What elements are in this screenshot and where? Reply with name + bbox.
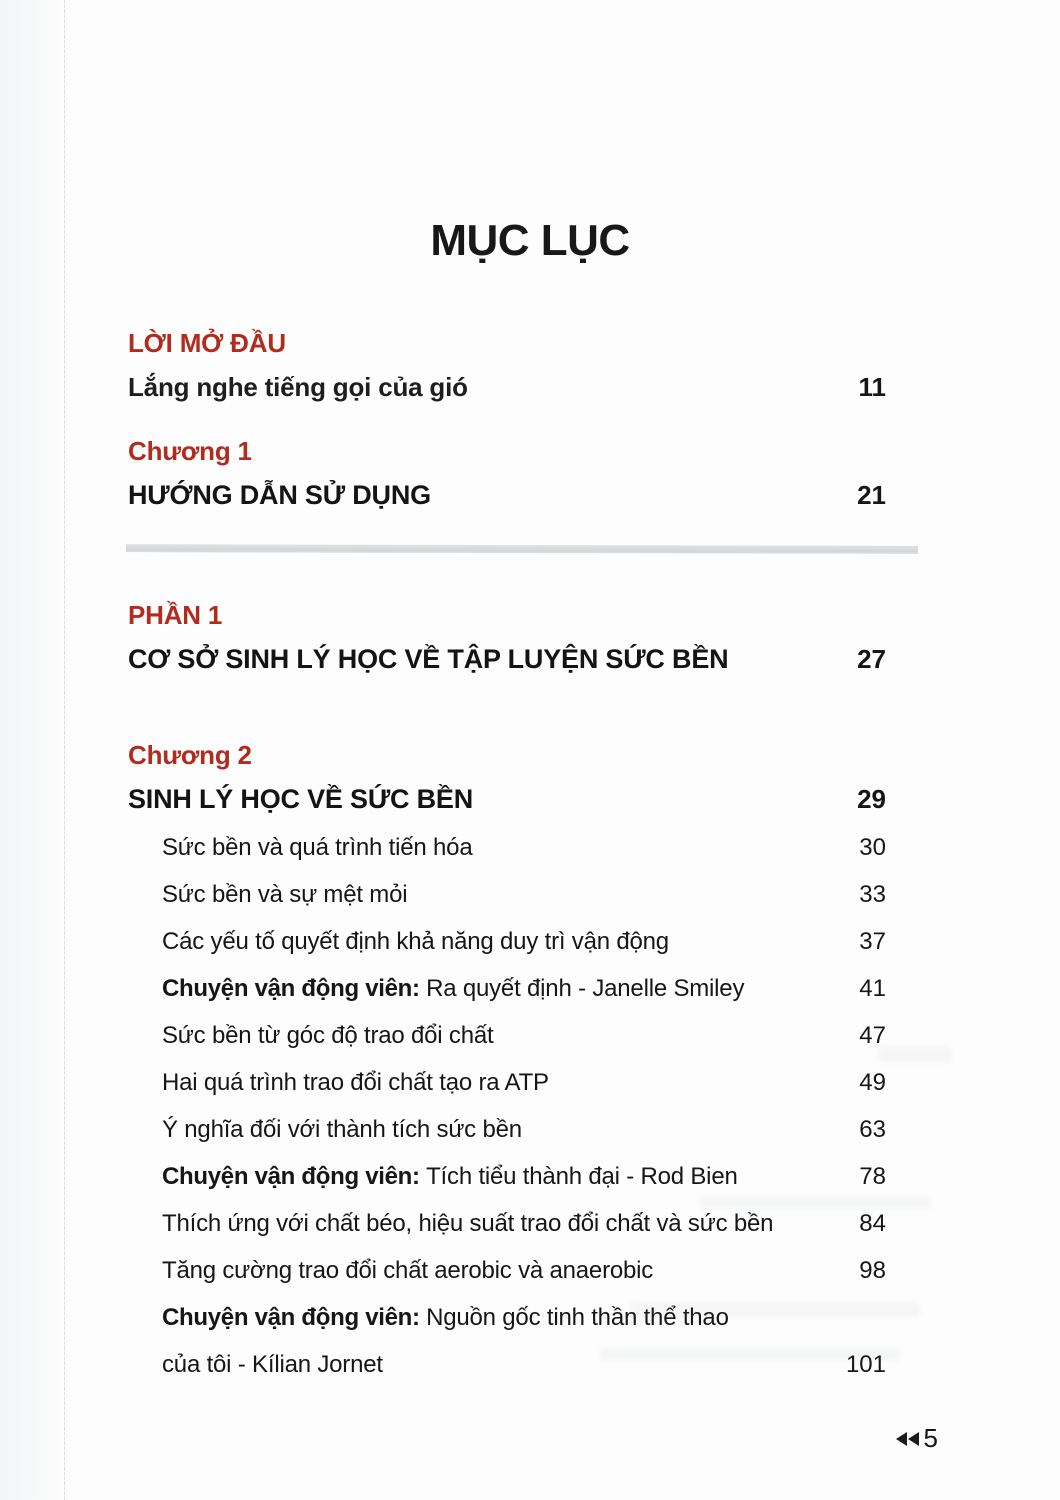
section-chapter1 (128, 435, 886, 511)
toc-entry-title: Chuyện vận động viên: Nguồn gốc tinh thần thể thao (162, 1304, 729, 1331)
page-number: 11 (858, 371, 886, 402)
athlete-story-prefix: Chuyện vận động viên: (162, 1163, 427, 1190)
page-number: 29 (857, 783, 886, 814)
toc-entry-title: Hai quá trình trao đổi chất tạo ra ATP (162, 1069, 549, 1096)
toc-row (128, 372, 886, 403)
section-part1 (128, 599, 886, 675)
page-number: 98 (859, 1257, 886, 1284)
double-left-triangle-icon (896, 1432, 919, 1446)
toc-row (128, 1154, 886, 1201)
toc-entry-title: Thích ứng với chất béo, hiệu suất trao đổi chất và sức bền (162, 1210, 774, 1237)
toc-entry-title: Các yếu tố quyết định khả năng duy trì vận động (162, 928, 669, 955)
book-page-number: 5 (923, 1423, 938, 1453)
page-corner-marker (896, 1423, 938, 1454)
page-number: 101 (845, 1351, 886, 1378)
toc-entry-title: Chuyện vận động viên: Tích tiểu thành đại - Rod Bien (162, 1163, 738, 1190)
foreword-label: LỜI MỞ ĐẦU (128, 328, 286, 358)
toc-entry-title: Tăng cường trao đổi chất aerobic và anaerobic (162, 1257, 654, 1284)
section-chapter2 (128, 739, 886, 1389)
toc-entry-title: Chuyện vận động viên: Ra quyết định - Janelle Smiley (162, 975, 745, 1002)
toc-entry-title: Lắng nghe tiếng gọi của gió (128, 371, 468, 402)
toc-row (128, 1342, 886, 1389)
page-number: 84 (859, 1210, 886, 1237)
toc-entry-title: Ý nghĩa đối với thành tích sức bền (162, 1116, 522, 1143)
toc-row (128, 1201, 886, 1248)
page-number: 27 (857, 643, 886, 674)
toc-row (128, 480, 886, 511)
toc-row (128, 784, 886, 815)
page-number: 30 (859, 834, 886, 861)
toc-row (128, 825, 886, 872)
page-number: 49 (859, 1069, 886, 1096)
toc-entry-title: SINH LÝ HỌC VỀ SỨC BỀN (128, 783, 474, 814)
page-number: 33 (859, 881, 886, 908)
chapter2-entries (128, 825, 886, 1389)
part1-label: PHẦN 1 (128, 600, 223, 630)
toc-row (128, 644, 886, 675)
show-through-artifact (878, 1046, 952, 1062)
athlete-story-prefix: Chuyện vận động viên: (162, 975, 427, 1002)
chapter2-label: Chương 2 (128, 740, 252, 770)
page-number: 21 (857, 479, 886, 510)
toc-row (128, 1248, 886, 1295)
section-foreword (128, 327, 886, 403)
toc-entry-title: Sức bền từ góc độ trao đổi chất (162, 1022, 494, 1049)
toc-entry-title: của tôi - Kílian Jornet (162, 1351, 383, 1378)
athlete-story-prefix: Chuyện vận động viên: (162, 1304, 427, 1331)
chapter1-label: Chương 1 (128, 436, 252, 466)
toc-entry-title: HƯỚNG DẪN SỬ DỤNG (128, 479, 431, 510)
page-number: 63 (859, 1116, 886, 1143)
toc-entry-title: Sức bền và quá trình tiến hóa (162, 834, 473, 861)
toc-row (128, 1107, 886, 1154)
page-number: 37 (859, 928, 886, 955)
page-number: 47 (859, 1022, 886, 1049)
toc-entry-title: Sức bền và sự mệt mỏi (162, 881, 408, 908)
toc-row (128, 1060, 886, 1107)
section-divider (126, 544, 918, 554)
toc-row (128, 919, 886, 966)
page-title: MỤC LỤC (430, 216, 630, 265)
toc-row (128, 966, 886, 1013)
toc-row (128, 1295, 886, 1342)
page-number: 41 (859, 975, 886, 1002)
toc-row (128, 1013, 886, 1060)
toc-row (128, 872, 886, 919)
page-number: 78 (859, 1163, 886, 1190)
toc-entry-title: CƠ SỞ SINH LÝ HỌC VỀ TẬP LUYỆN SỨC BỀN (128, 643, 729, 674)
